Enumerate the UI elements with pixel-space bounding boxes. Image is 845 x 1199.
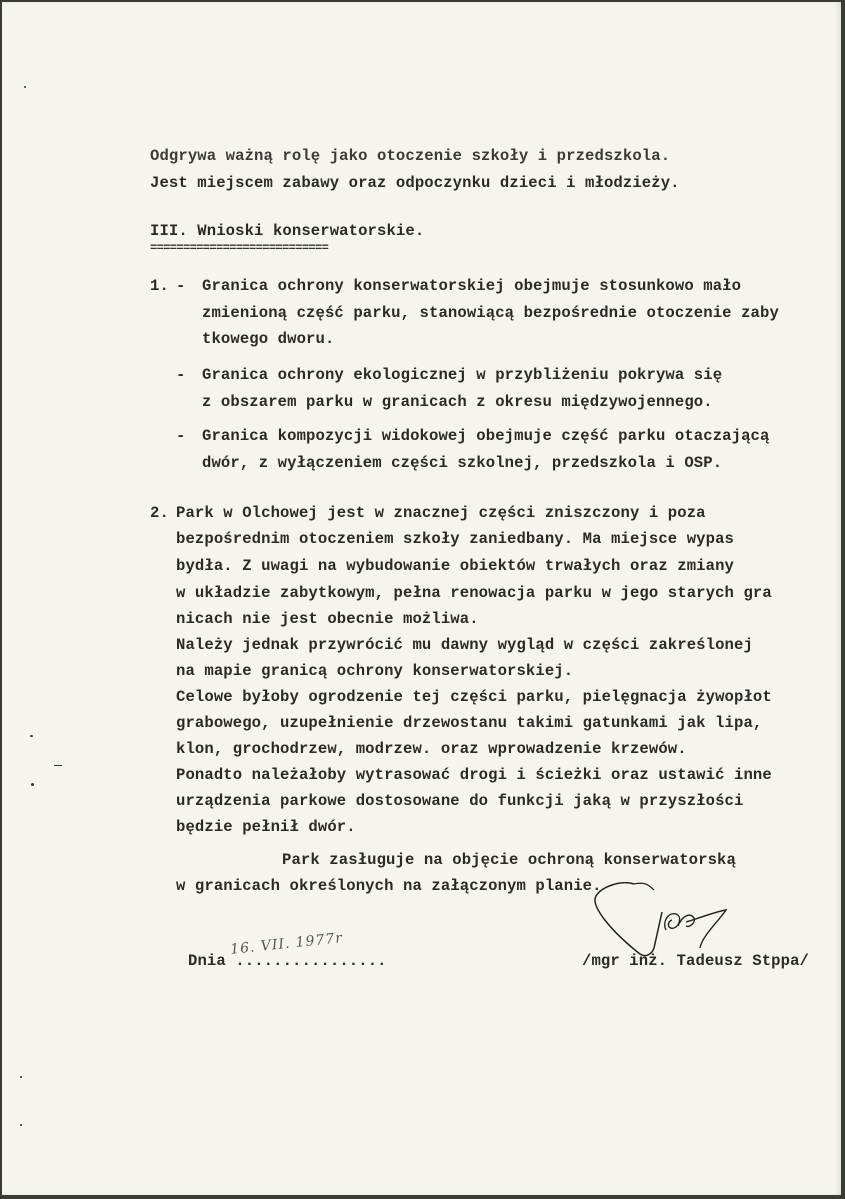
bullet-line: Granica ochrony ekologicznej w przybliżeniu pokrywa się bbox=[202, 366, 723, 384]
paragraph-line: Ponadto należałoby wytrasować drogi i ścieżki oraz ustawić inne bbox=[176, 766, 772, 784]
bullet-line: tkowego dworu. bbox=[202, 330, 335, 348]
signatory-name: /mgr inż. Tadeusz Stppa/ bbox=[582, 952, 809, 970]
scan-speck bbox=[31, 783, 34, 786]
paragraph-line: Park w Olchowej jest w znacznej części zniszczony i poza bbox=[176, 504, 706, 522]
conclusion-line: w granicach określonych na załączonym planie. bbox=[176, 877, 602, 895]
paragraph-line: urządzenia parkowe dostosowane do funkcji jaką w przyszłości bbox=[176, 792, 744, 810]
paragraph-line: Celowe byłoby ogrodzenie tej części parku, pielęgnacja żywopłot bbox=[176, 688, 772, 706]
paragraph-line: w układzie zabytkowym, pełna renowacja parku w jego starych gra bbox=[176, 584, 772, 602]
point-number: 2. bbox=[150, 504, 169, 522]
bullet-marker: - bbox=[176, 277, 186, 295]
section-underline: =========================== bbox=[150, 241, 329, 255]
scan-speck bbox=[30, 735, 33, 737]
bullet-marker: - bbox=[176, 366, 186, 384]
point-number: 1. bbox=[150, 277, 169, 295]
section-heading: III. Wnioski konserwatorskie. bbox=[150, 222, 425, 240]
scan-speck bbox=[20, 1076, 22, 1078]
scan-speck bbox=[54, 765, 62, 766]
bullet-line: dwór, z wyłączeniem części szkolnej, przedszkola i OSP. bbox=[202, 454, 723, 472]
bullet-line: zmienioną część parku, stanowiącą bezpośrednie otoczenie zaby bbox=[202, 304, 779, 322]
paragraph-line: na mapie granicą ochrony konserwatorskiej. bbox=[176, 662, 574, 680]
conclusion-line: Park zasługuje na objęcie ochroną konserwatorską bbox=[282, 851, 736, 869]
scan-speck bbox=[24, 86, 26, 88]
document-page bbox=[2, 2, 841, 1195]
paragraph-line: nicach nie jest obecnie możliwa. bbox=[176, 610, 479, 628]
bullet-line: z obszarem parku w granicach z okresu międzywojennego. bbox=[202, 393, 713, 411]
bullet-marker: - bbox=[176, 427, 186, 445]
bullet-line: Granica ochrony konserwatorskiej obejmuje stosunkowo mało bbox=[202, 277, 742, 295]
intro-line: Jest miejscem zabawy oraz odpoczynku dzieci i młodzieży. bbox=[150, 174, 680, 192]
paragraph-line: klon, grochodrzew, modrzew. oraz wprowadzenie krzewów. bbox=[176, 740, 687, 758]
intro-line: Odgrywa ważną rolę jako otoczenie szkoły i przedszkola. bbox=[150, 147, 671, 165]
paragraph-line: bezpośrednim otoczeniem szkoły zaniedbany. Ma miejsce wypas bbox=[176, 530, 735, 548]
paragraph-line: grabowego, uzupełnienie drzewostanu takimi gatunkami jak lipa, bbox=[176, 714, 763, 732]
handwritten-signature bbox=[582, 882, 752, 962]
date-label: Dnia ................ bbox=[188, 952, 387, 970]
paragraph-line: Należy jednak przywrócić mu dawny wygląd w części zakreślonej bbox=[176, 636, 753, 654]
paragraph-line: będzie pełnił dwór. bbox=[176, 818, 356, 836]
scan-speck bbox=[20, 1124, 22, 1126]
bullet-line: Granica kompozycji widokowej obejmuje część parku otaczającą bbox=[202, 427, 770, 445]
handwritten-date: 16. VII. 1977r bbox=[229, 930, 344, 958]
paragraph-line: bydła. Z uwagi na wybudowanie obiektów trwałych oraz zmiany bbox=[176, 557, 735, 575]
